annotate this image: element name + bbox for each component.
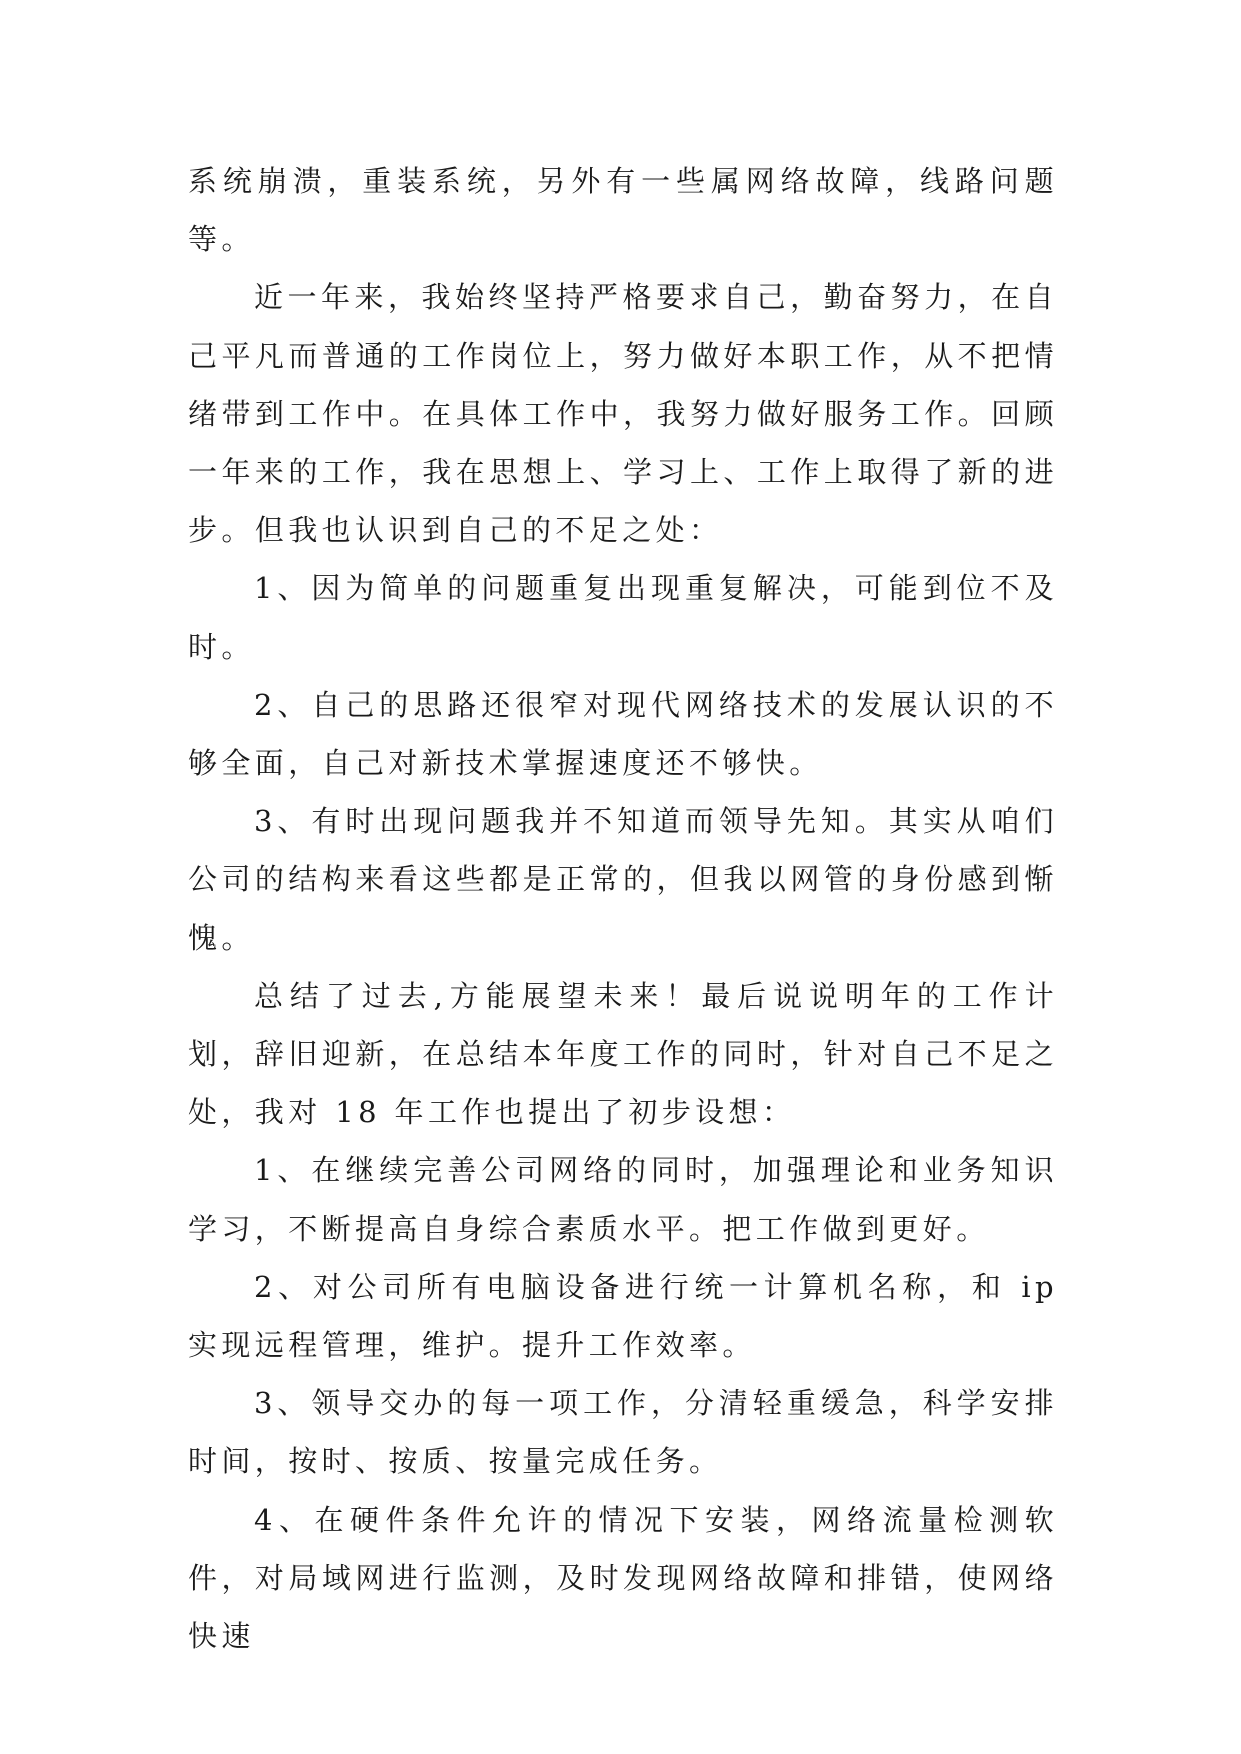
paragraph-9: 3、领导交办的每一项工作，分清轻重缓急，科学安排时间，按时、按质、按量完成任务。 <box>188 1386 1058 1479</box>
paragraph-8: 2、对公司所有电脑设备进行统一计算机名称，和 ip 实现远程管理，维护。提升工作效率。 <box>188 1269 1058 1363</box>
paragraph-1: 系统崩溃，重装系统，另外有一些属网络故障，线路问题等。 <box>188 164 1058 257</box>
paragraph-10: 4、在硬件条件允许的情况下安装，网络流量检测软件，对局域网进行监测，及时发现网络故障和排错，使网络快速 <box>188 1502 1058 1654</box>
paragraph-3: 1、因为简单的问题重复出现重复解决，可能到位不及时。 <box>188 571 1058 664</box>
paragraph-7: 1、在继续完善公司网络的同时，加强理论和业务知识学习，不断提高自身综合素质水平。把工作做到更好。 <box>188 1153 1058 1246</box>
paragraph-2: 近一年来，我始终坚持严格要求自己，勤奋努力，在自己平凡而普通的工作岗位上，努力做好本职工作，从不把情绪带到工作中。在具体工作中，我努力做好服务工作。回顾一年来的工作，我在思想上、学习上、工作上取得了新的进步。但我也认识到自己的不足之处： <box>188 280 1058 548</box>
paragraph-5: 3、有时出现问题我并不知道而领导先知。其实从咱们公司的结构来看这些都是正常的，但我以网管的身份感到惭愧。 <box>188 804 1058 955</box>
paragraph-6: 总结了过去,方能展望未来！最后说说明年的工作计划，辞旧迎新，在总结本年度工作的同时，针对自己不足之处，我对 18 年工作也提出了初步设想： <box>188 978 1058 1130</box>
paragraph-4: 2、自己的思路还很窄对现代网络技术的发展认识的不够全面，自己对新技术掌握速度还不够快。 <box>188 687 1058 781</box>
document-body <box>188 152 1058 1665</box>
